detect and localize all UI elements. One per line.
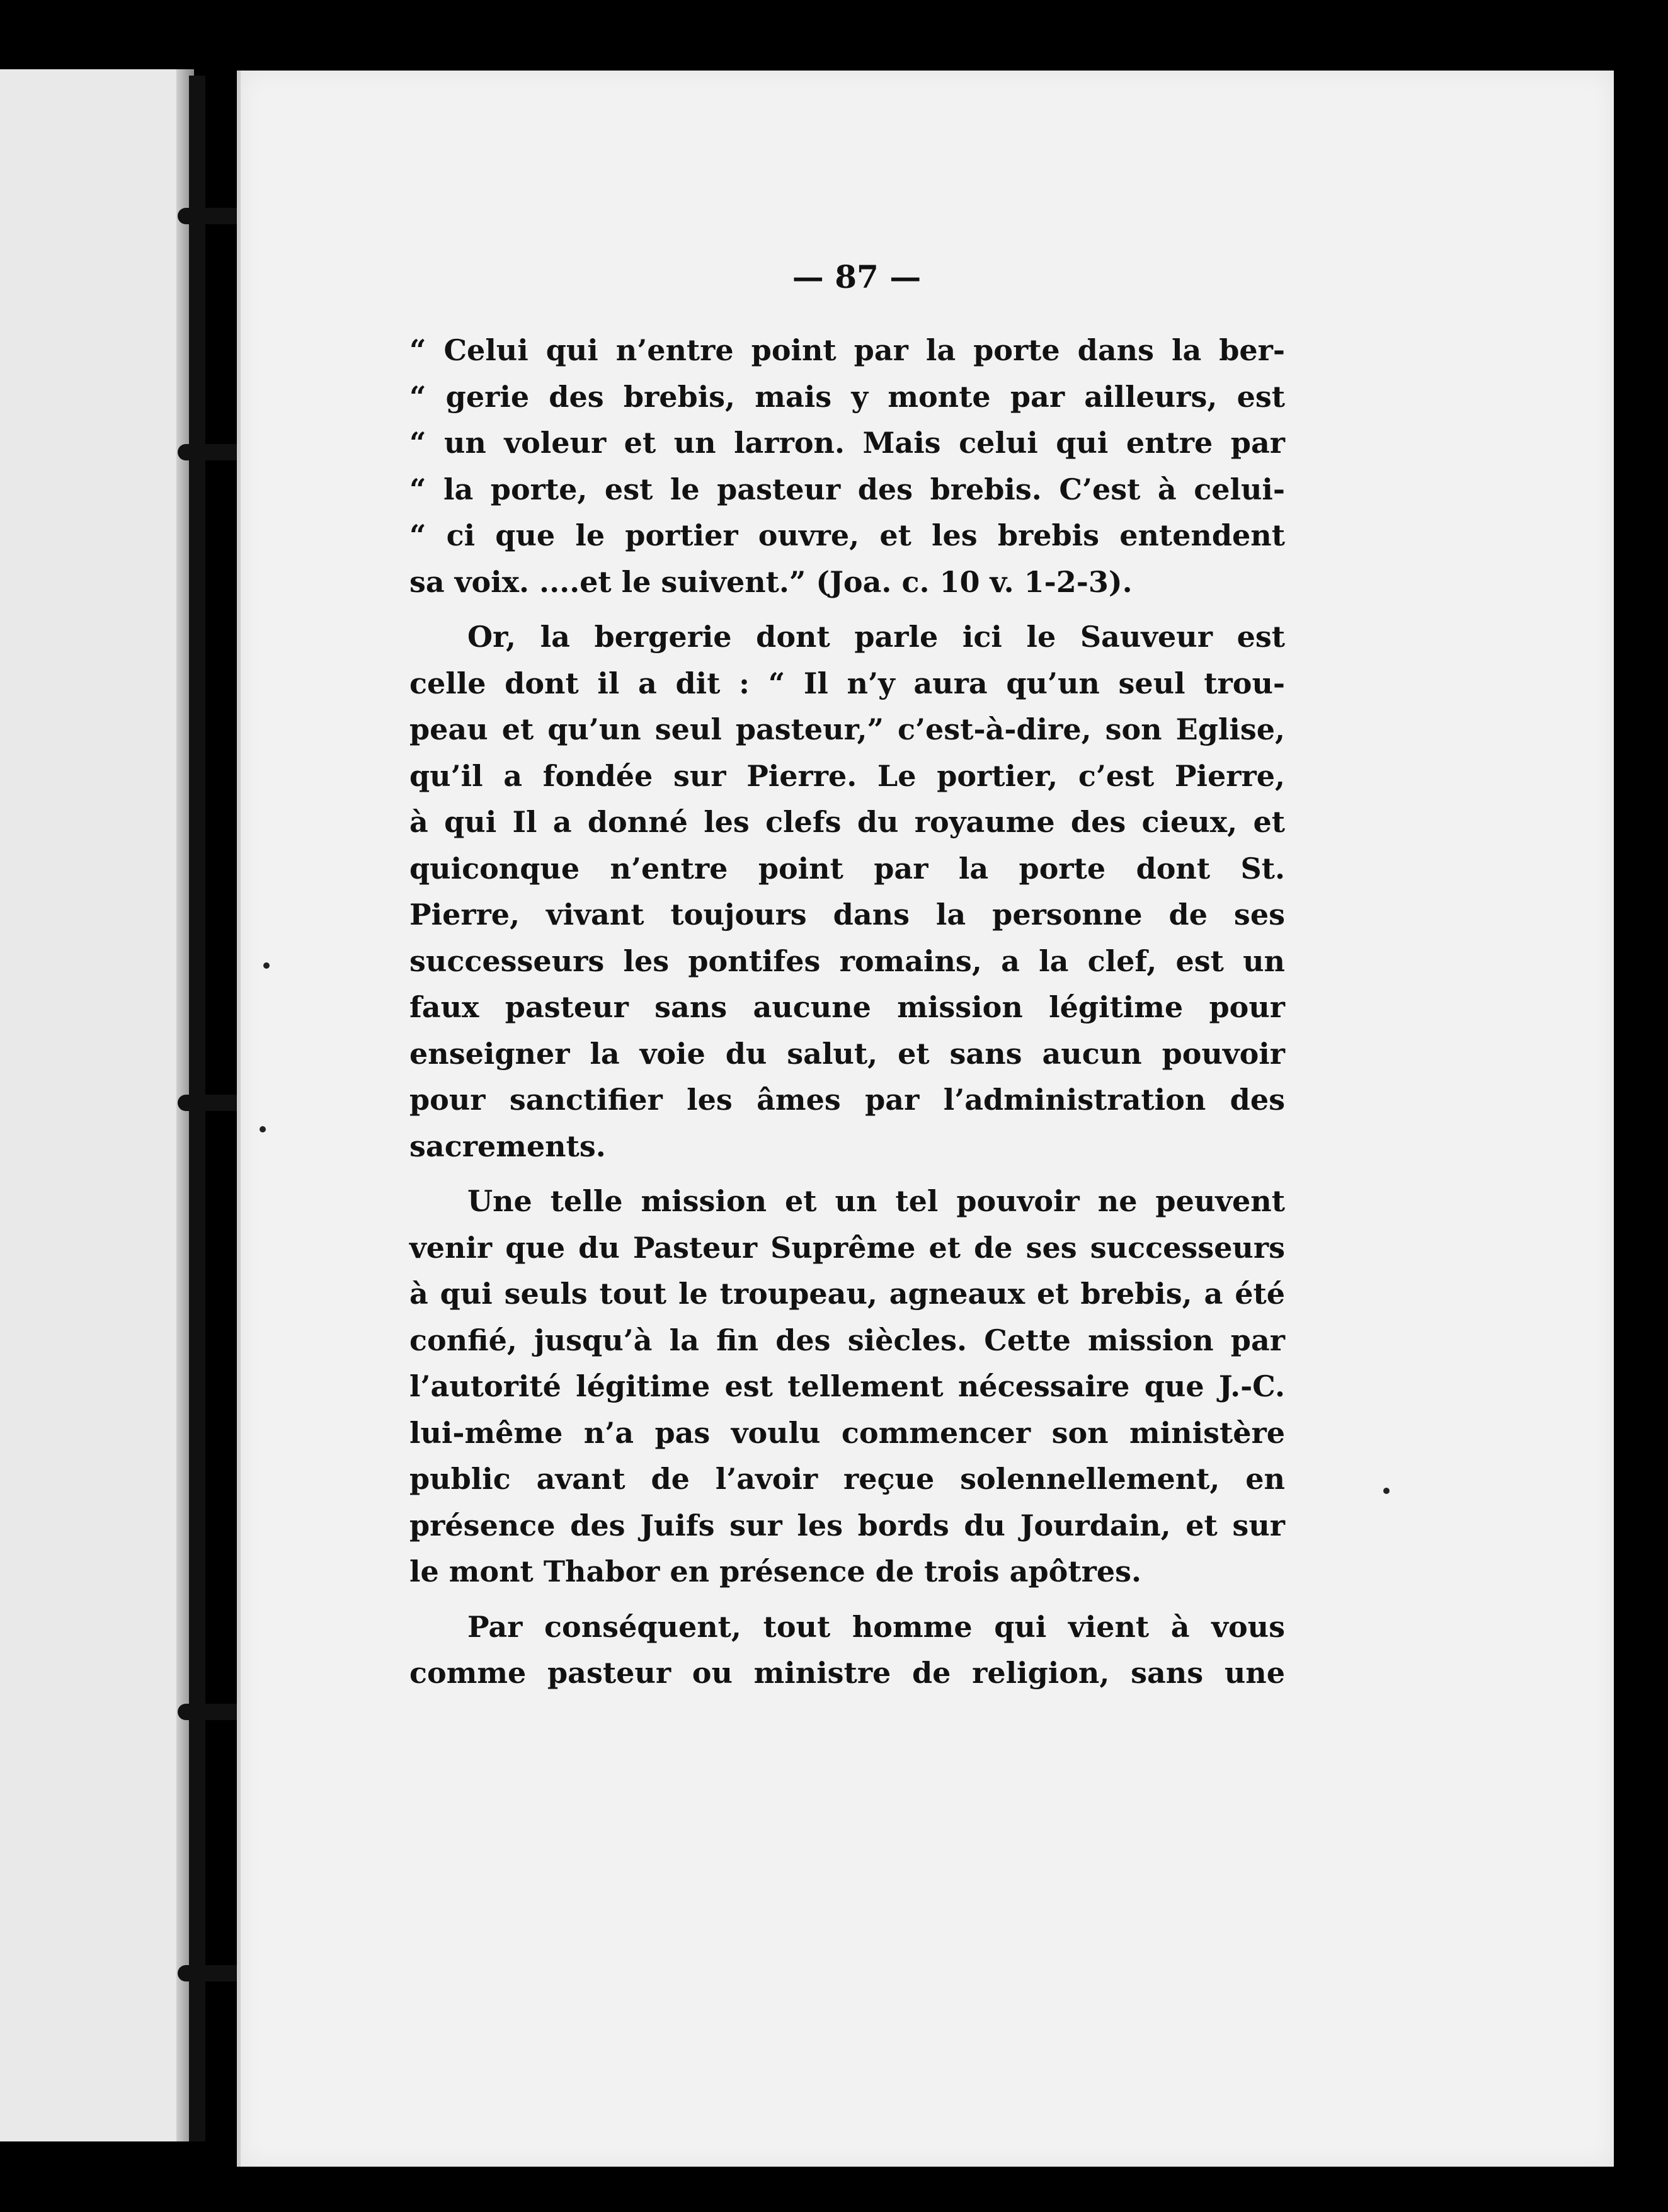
text-line: Une telle mission et un tel pouvoir ne peuvent: [467, 1184, 1285, 1218]
text-line: enseigner la voie du salut, et sans aucun pouvoir: [409, 1036, 1285, 1071]
text-line: sa voix. ....et le suivent.” (Joa. c. 10 v. 1-2-3).: [409, 564, 1133, 599]
text-line: comme pasteur ou ministre de religion, sans une: [409, 1656, 1285, 1690]
previous-page-edge: [0, 69, 189, 2141]
text-line: Pierre, vivant toujours dans la personne de ses: [409, 898, 1285, 932]
text-line: public avant de l’avoir reçue solennellement, en: [409, 1462, 1285, 1496]
page-number: — 87 —: [792, 258, 922, 295]
paragraph-quote: [409, 328, 1285, 605]
scan-speck: [263, 962, 270, 969]
text-line: “ ci que le portier ouvre, et les brebis entendent: [409, 518, 1285, 552]
text-line: confié, jusqu’à la fin des siècles. Cette mission par: [409, 1323, 1285, 1357]
text-line: Or, la bergerie dont parle ici le Sauveur est: [467, 620, 1285, 654]
text-line: “ un voleur et un larron. Mais celui qui entre par: [409, 426, 1285, 460]
paragraph-bergerie: [409, 614, 1285, 1170]
text-line: à qui seuls tout le troupeau, agneaux et brebis, a été: [409, 1277, 1285, 1311]
text-line: qu’il a fondée sur Pierre. Le portier, c’est Pierre,: [409, 758, 1285, 793]
scan-speck: [1383, 1488, 1390, 1494]
text-line: successeurs les pontifes romains, a la clef, est un: [409, 944, 1285, 978]
text-line: à qui Il a donné les clefs du royaume des cieux, et: [409, 805, 1285, 839]
text-line: le mont Thabor en présence de trois apôtres.: [409, 1554, 1141, 1588]
text-line: quiconque n’entre point par la porte dont St.: [409, 851, 1285, 886]
scan-speck: [260, 1126, 266, 1132]
text-line: “ Celui qui n’entre point par la porte dans la ber-: [409, 333, 1285, 367]
paragraph-consequent: [409, 1604, 1285, 1697]
text-line: “ gerie des brebis, mais y monte par ailleurs, est: [409, 379, 1285, 414]
text-line: présence des Juifs sur les bords du Jourdain, et sur: [409, 1508, 1285, 1542]
text-line: Par conséquent, tout homme qui vient à vous: [467, 1609, 1285, 1644]
text-line: sacrements.: [409, 1129, 606, 1163]
text-line: faux pasteur sans aucune mission légitime pour: [409, 990, 1285, 1024]
text-line: peau et qu’un seul pasteur,” c’est-à-dire, son Eglise,: [409, 712, 1285, 746]
page-text: [409, 328, 1285, 1697]
text-line: l’autorité légitime est tellement nécessaire que J.-C.: [409, 1369, 1285, 1403]
paragraph-mission: [409, 1178, 1285, 1595]
text-line: “ la porte, est le pasteur des brebis. C’est à celui-: [409, 472, 1285, 506]
text-line: lui-même n’a pas voulu commencer son ministère: [409, 1415, 1285, 1450]
text-line: celle dont il a dit : “ Il n’y aura qu’un seul trou-: [409, 666, 1285, 700]
text-line: venir que du Pasteur Suprême et de ses successeurs: [409, 1230, 1285, 1265]
text-line: pour sanctifier les âmes par l’administration des: [409, 1083, 1285, 1117]
